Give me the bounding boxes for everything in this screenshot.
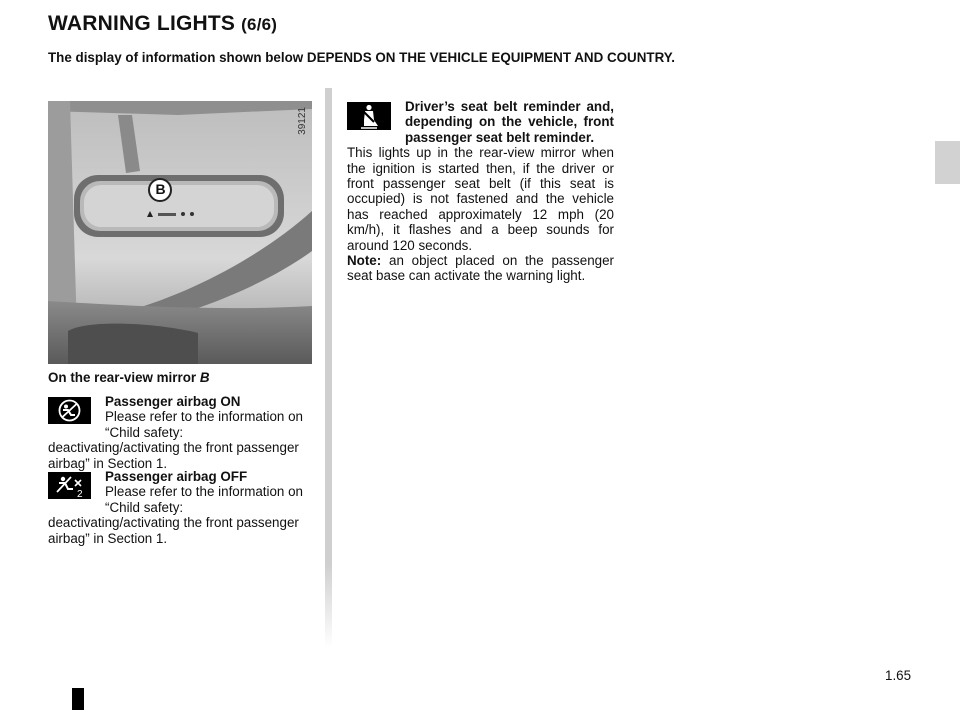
seat-belt-icon	[347, 102, 391, 130]
seat-belt-note-text: an object placed on the passenger seat base can activate the warning light.	[347, 253, 614, 284]
seat-belt-note-label: Note:	[347, 253, 382, 269]
page-number: 1.65	[885, 668, 912, 683]
page-title: WARNING LIGHTS (6/6)	[48, 12, 278, 35]
airbag-on-item	[48, 394, 312, 471]
airbag-off-item	[48, 469, 312, 546]
seat-belt-body: This lights up in the rear-view mirror when the ignition is started then, if the driver or front passenger seat belt (if this seat is occupied) is not fastened and the vehicle has reached approximately 12 mph (20 km/h), it flashes and a beep sounds for around 120 seconds.	[347, 145, 614, 253]
airbag-off-heading: Passenger airbag OFF	[105, 469, 248, 484]
mirror-callout-label: B	[155, 181, 166, 197]
airbag-on-icon	[48, 397, 91, 424]
rear-view-mirror-photo	[48, 101, 312, 364]
section-tab	[935, 141, 960, 184]
airbag-off-text: Please refer to the information on “Child safety: deactivating/activating the front passenger airbag” in Section 1.	[48, 484, 303, 546]
seat-belt-reminder-item	[347, 99, 614, 284]
equipment-notice: The display of information shown below DEPENDS ON THE VEHICLE EQUIPMENT AND COUNTRY.	[48, 50, 675, 65]
airbag-on-text: Please refer to the information on “Child safety: deactivating/activating the front passenger airbag” in Section 1.	[48, 409, 303, 471]
page-title-suffix: (6/6)	[241, 15, 278, 34]
mirror-illustration	[48, 101, 312, 364]
column-divider	[325, 88, 332, 648]
caption-mirror-ref: B	[199, 370, 210, 385]
airbag-off-icon	[48, 472, 91, 499]
corner-mark	[72, 688, 84, 710]
figure-caption: On the rear-view mirror B	[48, 370, 210, 385]
figure-reference-number: 39121	[297, 107, 308, 135]
svg-text:2: 2	[77, 489, 83, 499]
seat-belt-heading: Driver’s seat belt reminder and, depending on the vehicle, front passenger seat belt reminder.	[405, 99, 614, 145]
airbag-on-heading: Passenger airbag ON	[105, 394, 241, 409]
